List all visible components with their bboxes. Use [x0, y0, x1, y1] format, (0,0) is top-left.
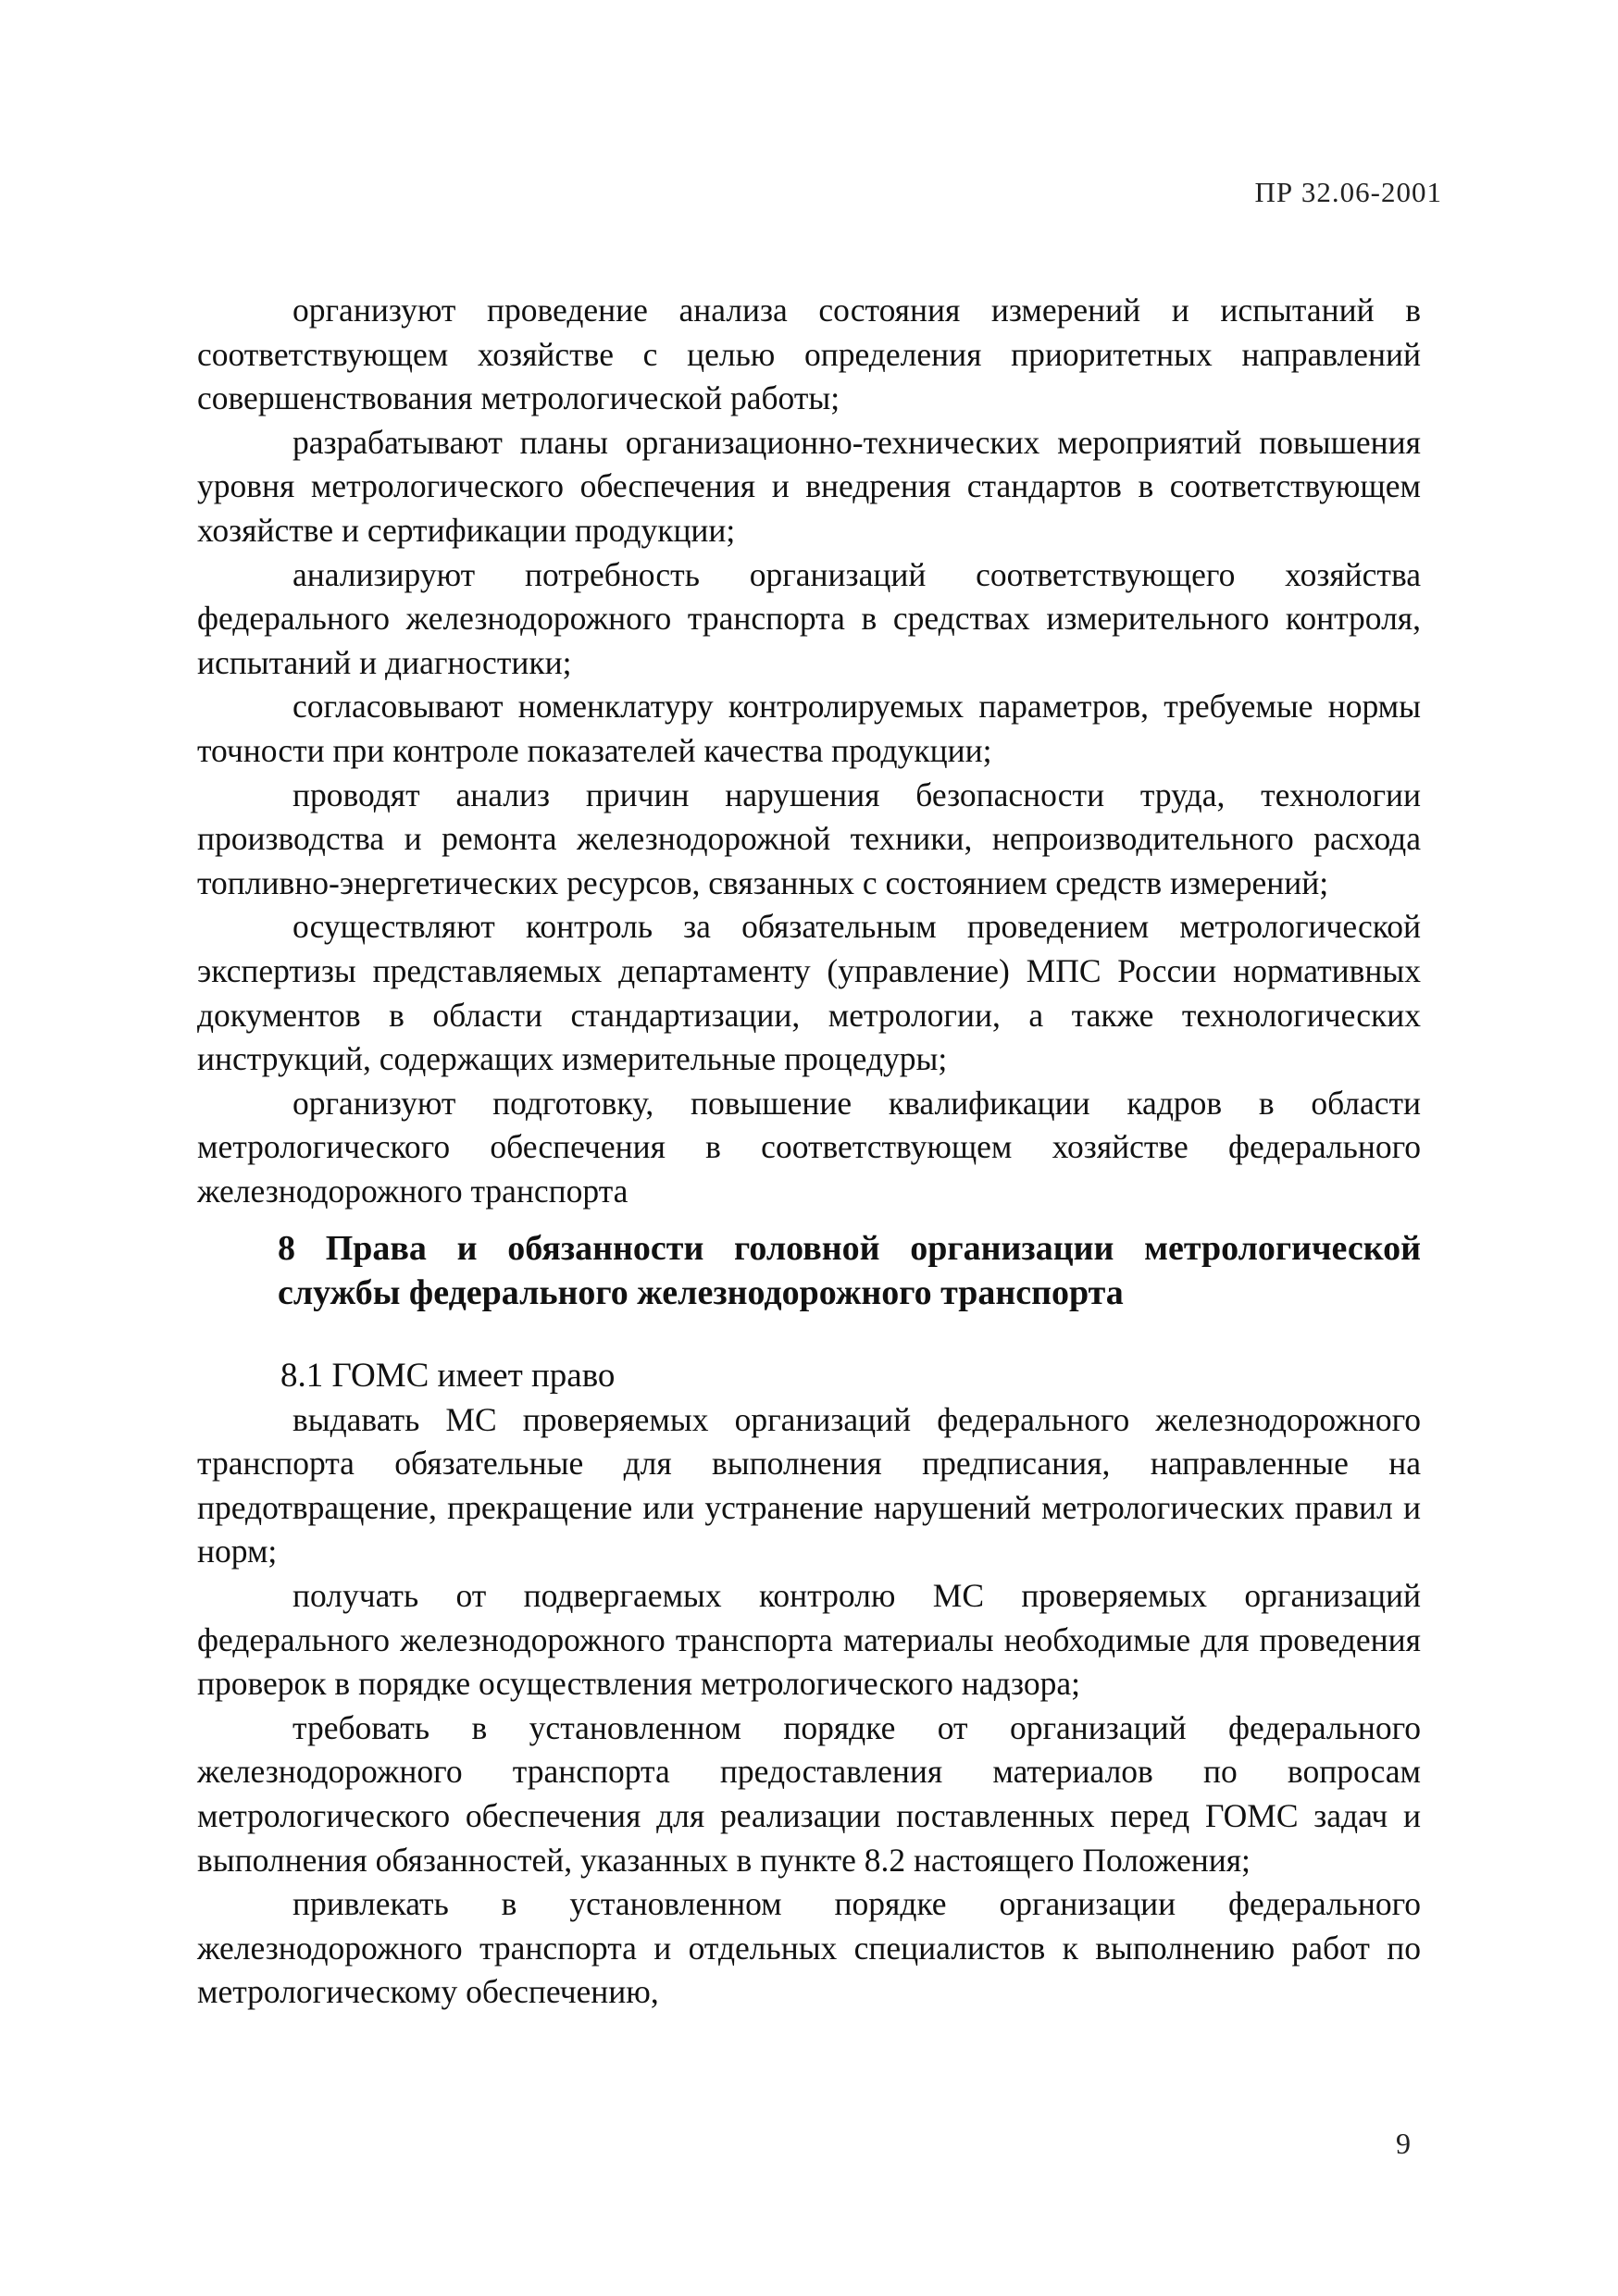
paragraph: требовать в установленном порядке от организаций федерального железнодорожного транспорта предоставления материалов по вопросам метрологического обеспечения для реализации поставленных перед ГОМС задач и выполнения обязанностей, указанных в пункте 8.2 настоящего Положения;: [197, 1708, 1421, 1879]
section-7-duties: [197, 289, 1421, 1213]
page-number: 9: [1396, 2127, 1411, 2160]
document-code: ПР 32.06-2001: [1254, 176, 1442, 208]
subsection-8-1-heading: 8.1 ГОМС имеет право: [280, 1357, 616, 1395]
paragraph: получать от подвергаемых контролю МС проверяемых организаций федерального железнодорожного транспорта материалы необходимые для проведения проверок в порядке осуществления метрологического надзора;: [197, 1576, 1421, 1703]
paragraph: выдавать МС проверяемых организаций федерального железнодорожного транспорта обязательные для выполнения предписания, направленные на предотвращение, прекращение или устранение нарушений метрологических правил и норм;: [197, 1400, 1421, 1570]
section-8-rights: [197, 1354, 1421, 2015]
paragraph: организуют подготовку, повышение квалификации кадров в области метрологического обеспечения в соответствующем хозяйстве федерального железнодорожного транспорта: [197, 1084, 1421, 1210]
paragraph: привлекать в установленном порядке организации федерального железнодорожного транспорта и отдельных специалистов к выполнению работ по метрологическому обеспечению,: [197, 1885, 1421, 2011]
paragraph: проводят анализ причин нарушения безопасности труда, технологии производства и ремонта железнодорожной техники, непроизводительного расхода топливно-энергетических ресурсов, связанных с состоянием средств измерений;: [197, 776, 1421, 901]
paragraph: анализируют потребность организаций соответствующего хозяйства федерального железнодорожного транспорта в средствах измерительного контроля, испытаний и диагностики;: [197, 555, 1421, 681]
paragraph: организуют проведение анализа состояния измерений и испытаний в соответствующем хозяйстве с целью определения приоритетных направлений совершенствования метрологической работы;: [197, 292, 1421, 417]
paragraph: осуществляют контроль за обязательным проведением метрологической экспертизы представляемых департаменту (управление) МПС России нормативных документов в области стандартизации, метрологии, а также технологических инструкций, содержащих измерительные процедуры;: [197, 908, 1421, 1078]
paragraph: разрабатывают планы организационно-технических мероприятий повышения уровня метрологического обеспечения и внедрения стандартов в соответствующем хозяйстве и сертификации продукции;: [197, 423, 1421, 549]
paragraph: согласовывают номенклатуру контролируемых параметров, требуемые нормы точности при контроле показателей качества продукции;: [197, 688, 1421, 769]
section-8-heading: 8 Права и обязанности головной организации метрологической службы федерального железнодорожного транспорта: [278, 1229, 1421, 1312]
